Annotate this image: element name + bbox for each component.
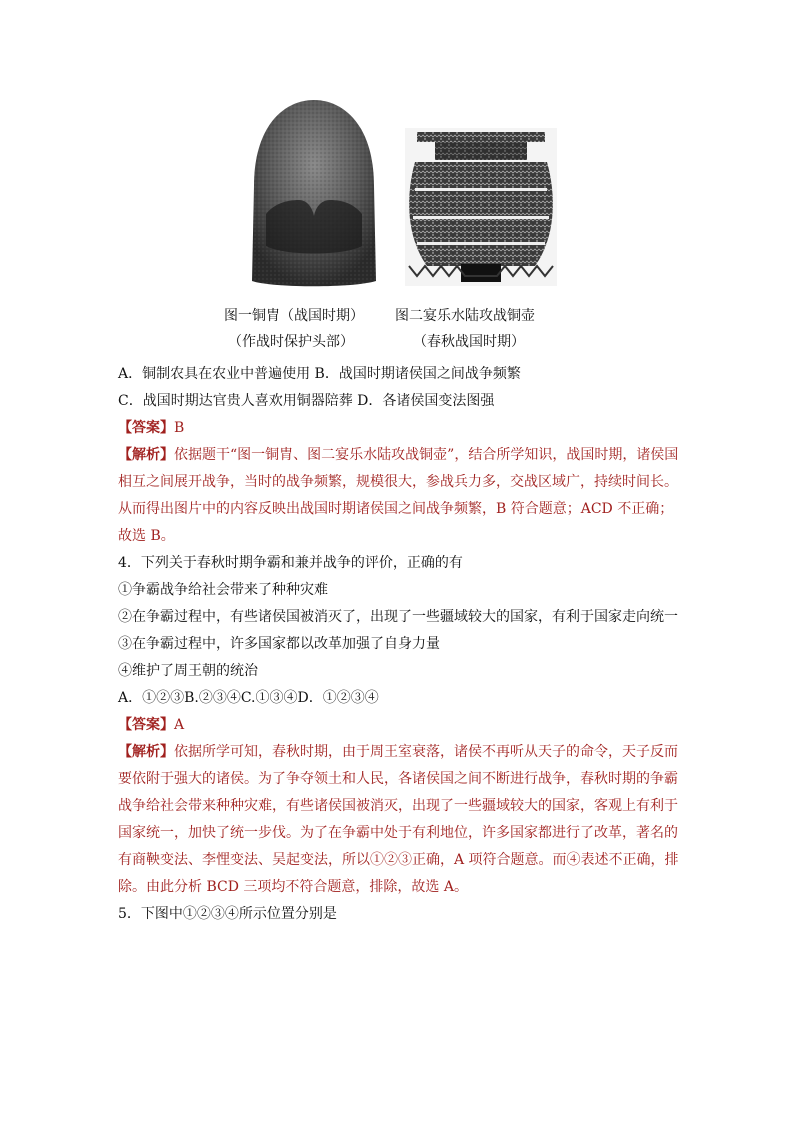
q3-analysis-line2: 相互之间展开战争，当时的战争频繁，规模很大，参战兵力多，交战区域广，持续时间长。 (118, 474, 678, 490)
q4-analysis-line5: 有商鞅变法、李悝变法、吴起变法，所以①②③正确，A 项符合题意。而④表述不正确，排 (118, 852, 679, 868)
q3-analysis-line4: 故选 B。 (118, 528, 175, 544)
analysis-text: 依据所学可知，春秋时期，由于周王室衰落，诸侯不再听从天子的命令，天子反而 (174, 744, 678, 760)
q3-analysis-line3: 从而得出图片中的内容反映出战国时期诸侯国之间战争频繁，B 符合题意；ACD 不正确； (118, 501, 674, 517)
q4-item-1: ①争霸战争给社会带来了种种灾难 (118, 582, 328, 598)
q4-item-3: ③在争霸过程中，许多国家都以改革加强了自身力量 (118, 636, 440, 652)
answer-tag: 【答案】 (118, 420, 174, 436)
analysis-text: 依据题干“图一铜胄、图二宴乐水陆攻战铜壶”，结合所学知识，战国时期，诸侯国 (174, 447, 679, 463)
answer-tag: 【答案】 (118, 717, 174, 733)
q4-answer (118, 715, 184, 735)
q4-item-2: ②在争霸过程中，有些诸侯国被消灭了，出现了一些疆域较大的国家，有利于国家走向统一 (118, 609, 678, 625)
q4-analysis-line1 (118, 742, 678, 762)
answer-value: B (174, 420, 185, 436)
q4-options: A．①②③B.②③④C.①③④D．①②③④ (118, 690, 379, 706)
figure2-caption: 图二宴乐水陆攻战铜壶 (395, 308, 535, 324)
q4-analysis-line2: 要依附于强大的诸侯。为了争夺领土和人民，各诸侯国之间不断进行战争，春秋时期的争霸 (118, 771, 678, 787)
figure-area (0, 90, 794, 300)
bronze-vase-image (405, 128, 557, 286)
q3-options-line2: C．战国时期达官贵人喜欢用铜器陪葬 D．各诸侯国变法图强 (118, 393, 495, 409)
q4-item-4: ④维护了周王朝的统治 (118, 663, 258, 679)
q4-analysis-line4: 国家统一，加快了统一步伐。为了在争霸中处于有利地位，许多国家都进行了改革，著名的 (118, 825, 678, 841)
figure2-subcaption: （春秋战国时期） (413, 334, 525, 350)
q5-stem: 5．下图中①②③④所示位置分别是 (118, 906, 337, 922)
q4-analysis-line3: 战争给社会带来种种灾难，有些诸侯国被消灭，出现了一些疆域较大的国家，客观上有利于 (118, 798, 678, 814)
q4-analysis-line6: 除。由此分析 BCD 三项均不符合题意，排除，故选 A。 (118, 879, 468, 895)
figure1-subcaption: （作战时保护头部） (228, 334, 354, 350)
q4-stem: 4．下列关于春秋时期争霸和兼并战争的评价，正确的有 (118, 555, 463, 571)
bronze-helmet-image (244, 96, 384, 288)
answer-value: A (174, 717, 185, 733)
q3-analysis-line1 (118, 445, 678, 465)
analysis-tag: 【解析】 (118, 744, 174, 760)
analysis-tag: 【解析】 (118, 447, 174, 463)
q3-options-line1: A．铜制农具在农业中普遍使用 B．战国时期诸侯国之间战争频繁 (118, 366, 521, 382)
q3-answer (118, 418, 184, 438)
figure1-caption: 图一铜胄（战国时期） (224, 308, 364, 324)
